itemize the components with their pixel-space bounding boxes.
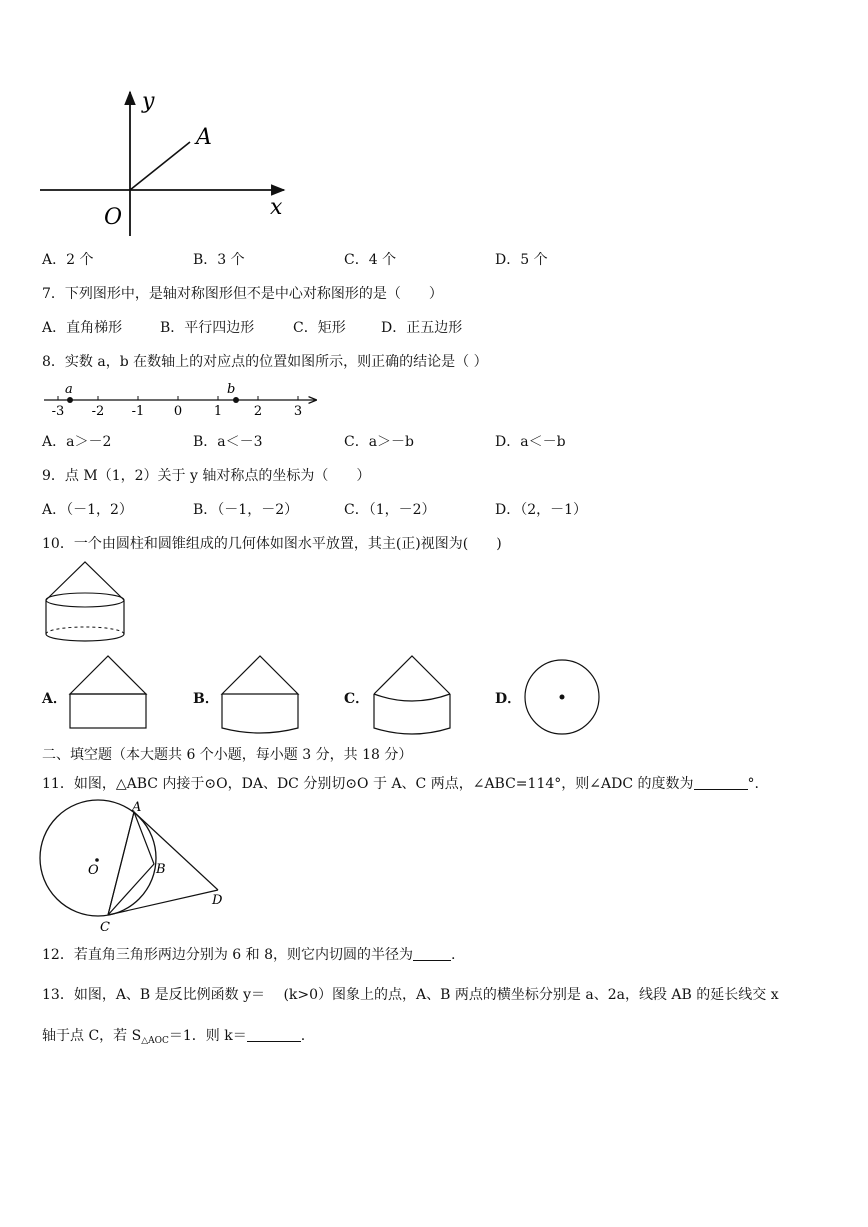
point-a bbox=[67, 397, 73, 403]
label-b: B bbox=[156, 862, 166, 877]
q10-figure-b bbox=[218, 652, 304, 738]
q8-option-b: B．a＜－3 bbox=[193, 434, 263, 450]
circle-tangent-figure bbox=[38, 798, 238, 936]
q13-line-1: 13．如图，A、B 是反比例函数 y＝ (k>0）图象上的点，A、B 两点的横坐标分别是 a、2a，线段 AB 的延长线交 x bbox=[42, 987, 779, 1003]
origin-label: O bbox=[104, 205, 123, 230]
q12-answer-blank[interactable] bbox=[413, 946, 451, 961]
q6-option-d: D．5 个 bbox=[495, 252, 548, 268]
q13-answer-blank[interactable] bbox=[247, 1027, 301, 1042]
q13-line2-prefix: 轴于点 C，若 S bbox=[42, 1028, 142, 1044]
q7-option-a: A．直角梯形 bbox=[42, 320, 123, 336]
q9-option-b: B．（－1，－2） bbox=[193, 502, 299, 518]
q10-option-d: D． bbox=[495, 691, 522, 707]
q13-line-2 bbox=[42, 1027, 305, 1050]
q6-option-b: B．3 个 bbox=[193, 252, 245, 268]
q11-stem: 11．如图，△ABC 内接于⊙O，DA、DC 分别切⊙O 于 A、C 两点，∠ABC=114°，则∠ADC 的度数为 bbox=[42, 776, 694, 792]
q11-suffix: °. bbox=[747, 776, 759, 792]
q13-area-subscript: △AOC bbox=[141, 1036, 169, 1046]
point-a-label: a bbox=[65, 382, 73, 397]
q10-option-b: B． bbox=[193, 691, 219, 707]
point-a-label: A bbox=[196, 125, 212, 150]
q10-figure-c bbox=[370, 652, 456, 738]
tick-label: 0 bbox=[173, 404, 183, 419]
q6-option-a: A．2 个 bbox=[42, 252, 94, 268]
q11-text bbox=[42, 775, 759, 793]
tick-label: -3 bbox=[51, 404, 65, 419]
q10-figure-d bbox=[522, 658, 602, 738]
q12-text bbox=[42, 946, 455, 964]
q10-figure-a bbox=[66, 652, 152, 732]
q6-option-c: C．4 个 bbox=[344, 252, 397, 268]
q7-text: 7．下列图形中，是轴对称图形但不是中心对称图形的是（ ） bbox=[42, 286, 443, 302]
q9-text: 9．点 M（1，2）关于 y 轴对称点的坐标为（ ） bbox=[42, 468, 371, 484]
number-line bbox=[40, 380, 325, 420]
axes-figure bbox=[38, 86, 298, 246]
q10-option-c: C． bbox=[344, 691, 370, 707]
q9-option-a: A．（－1，2） bbox=[42, 502, 133, 518]
q12-stem: 12．若直角三角形两边分别为 6 和 8，则它内切圆的半径为 bbox=[42, 947, 413, 963]
q7-option-d: D．正五边形 bbox=[381, 320, 463, 336]
q11-answer-blank[interactable] bbox=[694, 775, 748, 790]
tick-label: 3 bbox=[293, 404, 303, 419]
q13-line2-mid: ＝1．则 k＝ bbox=[168, 1028, 247, 1044]
q10-option-a: A． bbox=[42, 691, 67, 707]
section-2-heading: 二、填空题（本大题共 6 个小题，每小题 3 分，共 18 分） bbox=[42, 747, 413, 763]
solid-figure bbox=[40, 558, 132, 648]
q13-suffix: . bbox=[300, 1028, 306, 1044]
point-b bbox=[233, 397, 239, 403]
ray-oa bbox=[130, 142, 190, 190]
tick-label: -2 bbox=[91, 404, 105, 419]
tick-label: 2 bbox=[253, 404, 263, 419]
y-axis-label: y bbox=[142, 89, 155, 114]
label-c: C bbox=[100, 920, 110, 935]
q10-text: 10．一个由圆柱和圆锥组成的几何体如图水平放置，其主(正)视图为( ) bbox=[42, 536, 502, 552]
label-a: A bbox=[132, 800, 142, 815]
q8-option-d: D．a＜－b bbox=[495, 434, 566, 450]
tick-label: 1 bbox=[213, 404, 223, 419]
q9-option-c: C．（1，－2） bbox=[344, 502, 436, 518]
label-d: D bbox=[212, 893, 223, 908]
q9-option-d: D．（2，－1） bbox=[495, 502, 588, 518]
point-b-label: b bbox=[227, 382, 236, 397]
q8-text: 8．实数 a，b 在数轴上的对应点的位置如图所示，则正确的结论是（ ） bbox=[42, 354, 488, 370]
q8-option-a: A．a＞－2 bbox=[42, 434, 112, 450]
tick-label: -1 bbox=[131, 404, 145, 419]
q7-option-b: B．平行四边形 bbox=[160, 320, 255, 336]
q12-suffix: . bbox=[450, 947, 456, 963]
label-o: O bbox=[88, 863, 99, 878]
q8-option-c: C．a＞－b bbox=[344, 434, 415, 450]
q7-option-c: C．矩形 bbox=[293, 320, 346, 336]
x-axis-label: x bbox=[270, 195, 283, 220]
